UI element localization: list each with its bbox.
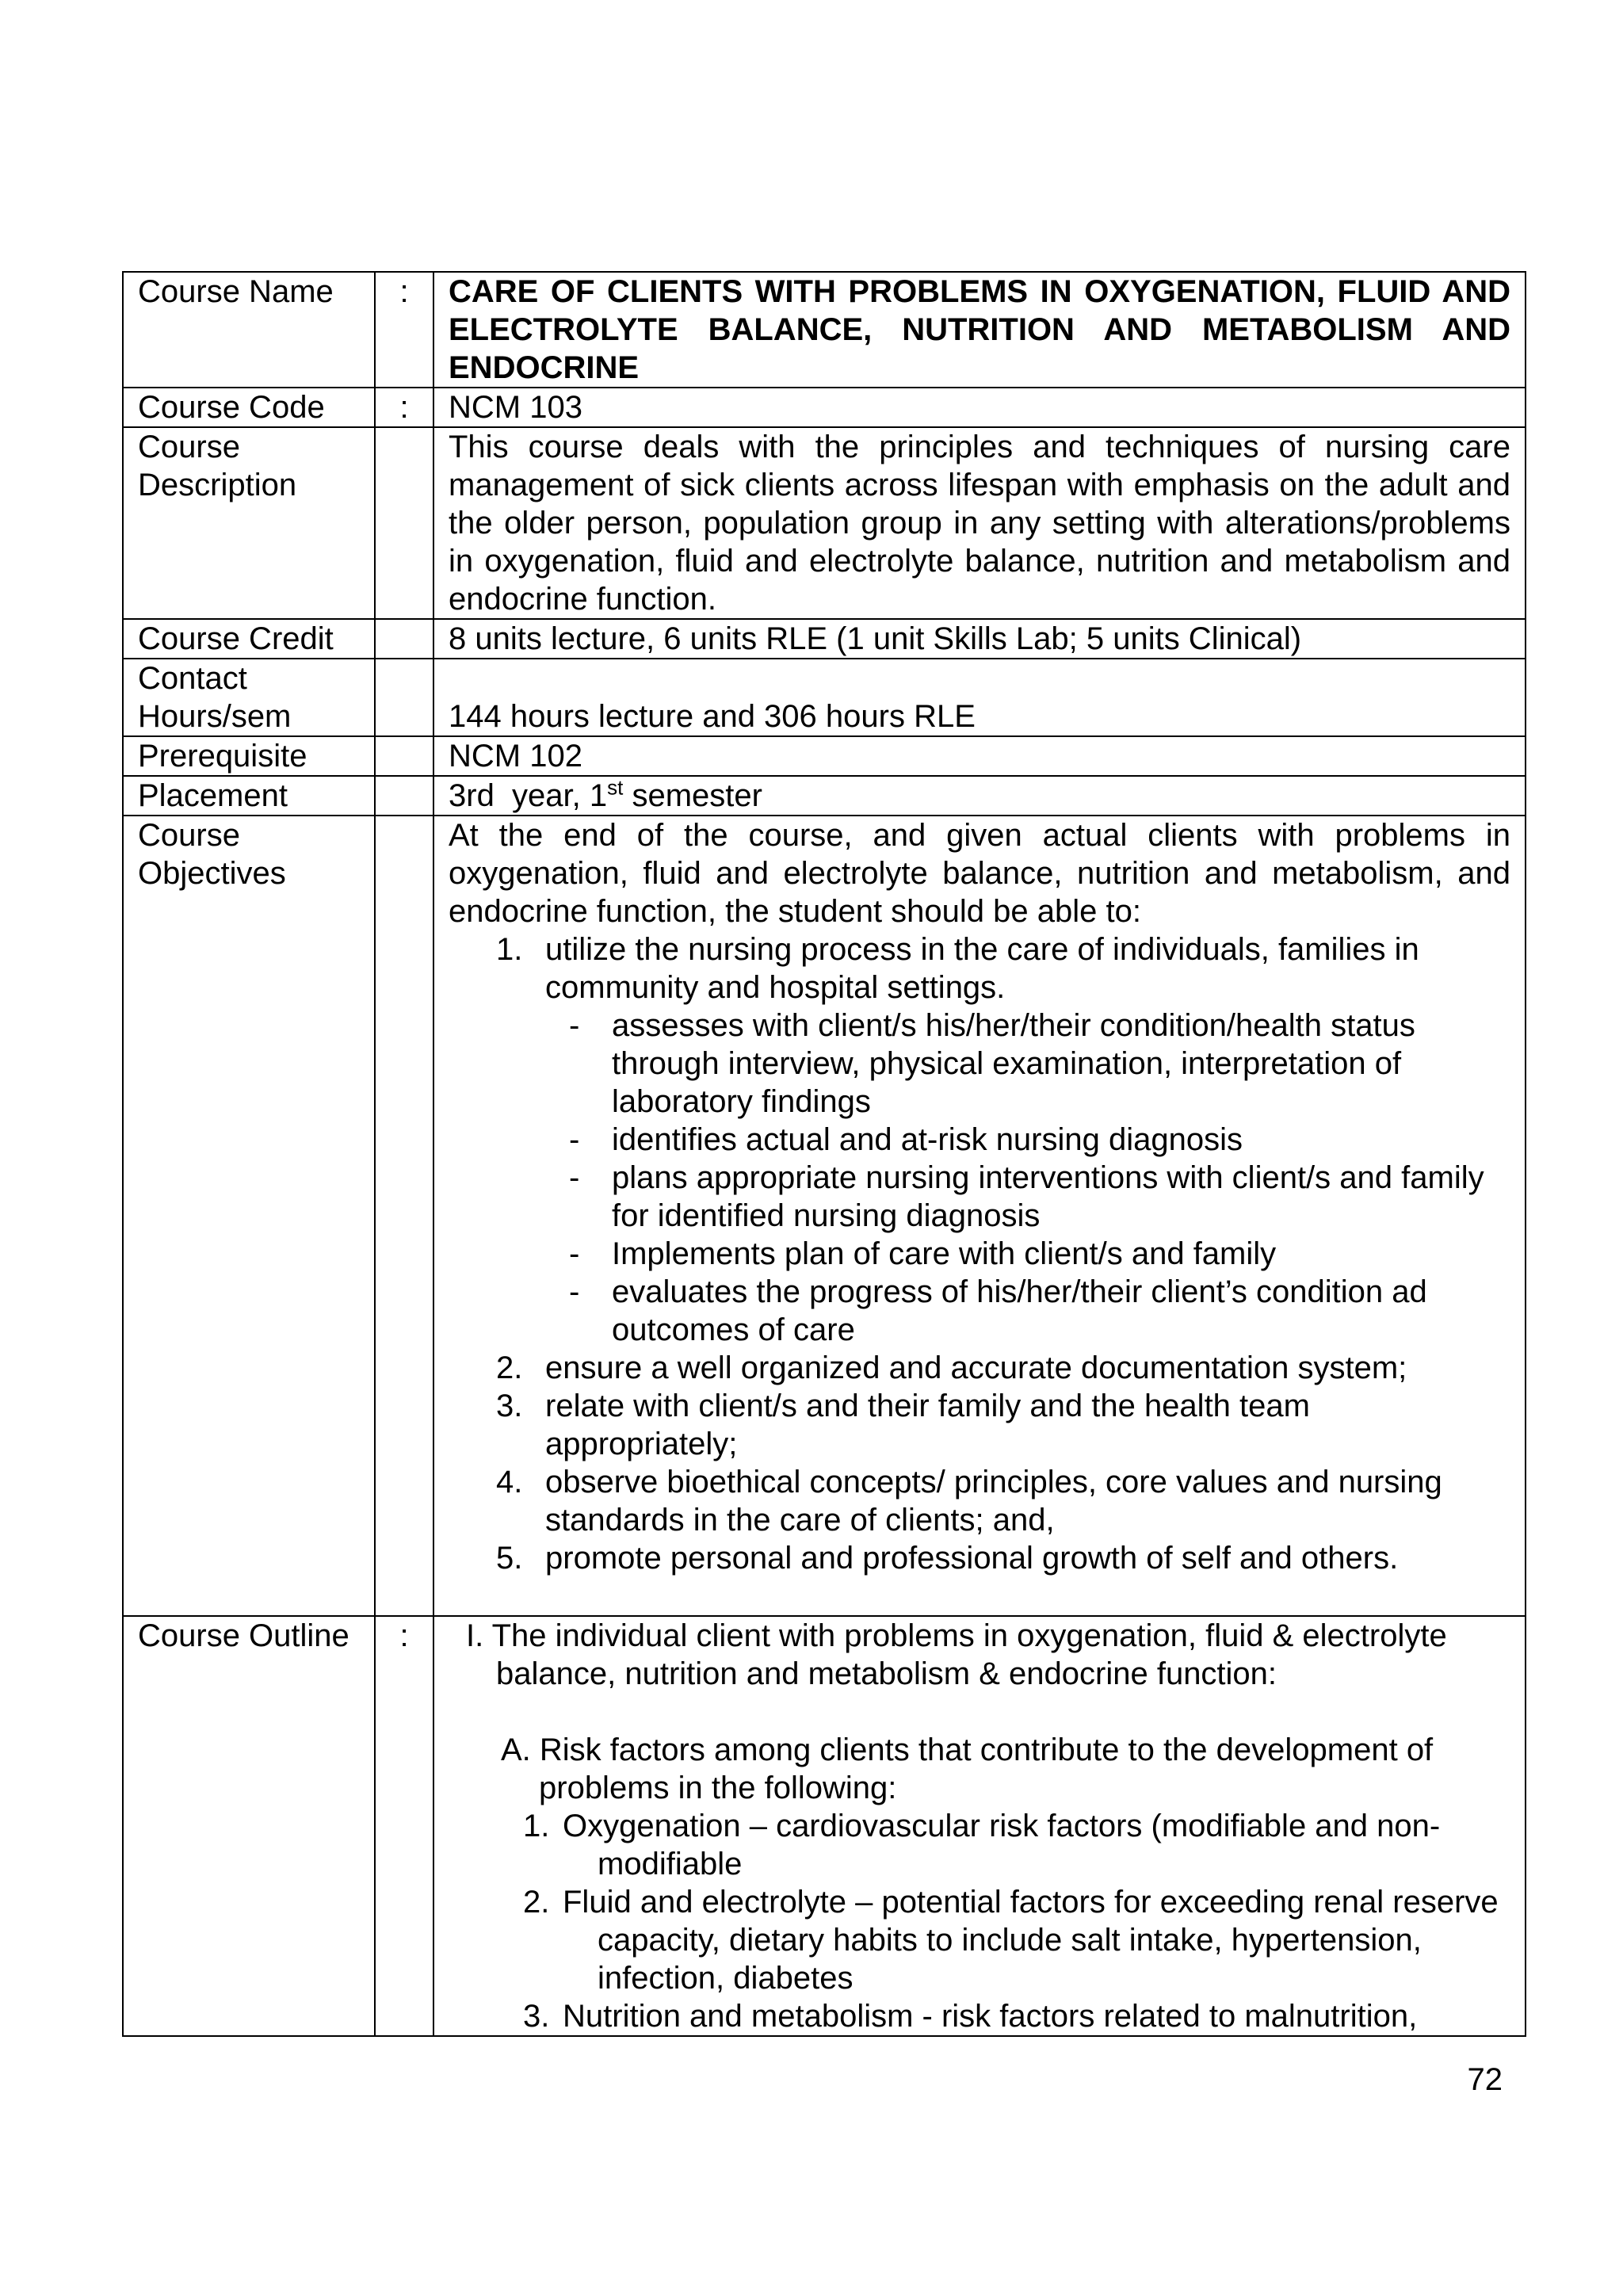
label-prerequisite: Prerequisite bbox=[123, 736, 375, 776]
outline-number: 1. bbox=[523, 1809, 550, 1843]
value-course-description: This course deals with the principles and techniques of nursing care management of sick clients across lifespan with emphasis on the adult and the older person, population group in any setting with alterations/problems in oxygenation, fluid and electrolyte balance, nutrition and metabolism and endocrine function. bbox=[433, 427, 1526, 619]
outline-spacer bbox=[450, 1693, 1510, 1731]
value-course-credit: 8 units lecture, 6 units RLE (1 unit Skills Lab; 5 units Clinical) bbox=[433, 619, 1526, 659]
outline-text: Oxygenation – cardiovascular risk factors (modifiable and non-modifiable bbox=[563, 1809, 1441, 1881]
page-number: 72 bbox=[1467, 2062, 1503, 2097]
objective-number: 4. bbox=[496, 1465, 523, 1499]
separator bbox=[375, 736, 433, 776]
subitem-text: identifies actual and at-risk nursing diagnosis bbox=[612, 1122, 1243, 1157]
separator bbox=[375, 816, 433, 1616]
placement-year: 3rd year, 1 bbox=[449, 778, 608, 813]
outline-subsection: A. Risk factors among clients that contribute to the development of problems in the following: bbox=[501, 1733, 1434, 1805]
outline-item bbox=[523, 1883, 1510, 1997]
subitem-text: plans appropriate nursing interventions with client/s and family for identified nursing diagnosis bbox=[612, 1160, 1484, 1233]
objective-text: observe bioethical concepts/ principles, core values and nursing standards in the care of clients; and, bbox=[545, 1465, 1442, 1538]
objective-text: relate with client/s and their family and the health team appropriately; bbox=[545, 1389, 1310, 1461]
row-placement bbox=[123, 776, 1526, 816]
course-table bbox=[122, 271, 1526, 2037]
outline-text: Fluid and electrolyte – potential factors for exceeding renal reserve capacity, dietary habits to include salt intake, hypertension, infection, diabetes bbox=[563, 1885, 1499, 1996]
row-contact-hours bbox=[123, 659, 1526, 736]
subitem-dash: - bbox=[569, 1008, 580, 1043]
row-course-outline bbox=[123, 1616, 1526, 2036]
subitem-dash: - bbox=[569, 1236, 580, 1271]
separator bbox=[375, 619, 433, 659]
separator bbox=[375, 659, 433, 736]
subitem-dash: - bbox=[569, 1160, 580, 1195]
objective-subitem bbox=[569, 1235, 1510, 1273]
label-course-description: Course Description bbox=[123, 427, 375, 619]
objective-text: utilize the nursing process in the care of individuals, families in community and hospital settings. bbox=[545, 932, 1419, 1005]
objective-number: 1. bbox=[496, 932, 523, 967]
label-course-outline: Course Outline bbox=[123, 1616, 375, 2036]
separator bbox=[375, 427, 433, 619]
objective-number: 5. bbox=[496, 1541, 523, 1576]
label-placement: Placement bbox=[123, 776, 375, 816]
label-contact-hours: Contact Hours/sem bbox=[123, 659, 375, 736]
subitem-dash: - bbox=[569, 1122, 580, 1157]
outline-item bbox=[523, 1997, 1510, 2035]
placement-superscript: st bbox=[607, 775, 624, 800]
subitem-text: assesses with client/s his/her/their condition/health status through interview, physical examination, interpretation of laboratory findings bbox=[612, 1008, 1415, 1119]
label-course-credit: Course Credit bbox=[123, 619, 375, 659]
value-course-code: NCM 103 bbox=[433, 388, 1526, 427]
objective-item bbox=[496, 1463, 1510, 1539]
value-placement bbox=[433, 776, 1526, 816]
value-contact-hours: 144 hours lecture and 306 hours RLE bbox=[433, 659, 1526, 736]
row-prerequisite bbox=[123, 736, 1526, 776]
label-course-code: Course Code bbox=[123, 388, 375, 427]
row-course-code bbox=[123, 388, 1526, 427]
objective-subitem bbox=[569, 1159, 1510, 1235]
placement-semester: semester bbox=[623, 778, 762, 813]
subitem-text: Implements plan of care with client/s and family bbox=[612, 1236, 1277, 1271]
row-course-credit bbox=[123, 619, 1526, 659]
separator: : bbox=[375, 272, 433, 388]
label-course-objectives: Course Objectives bbox=[123, 816, 375, 1616]
outline-item bbox=[523, 1807, 1510, 1883]
label-course-name: Course Name bbox=[123, 272, 375, 388]
objective-text: promote personal and professional growth of self and others. bbox=[545, 1541, 1399, 1576]
separator bbox=[375, 776, 433, 816]
outline-text: Nutrition and metabolism - risk factors related to malnutrition, bbox=[563, 1999, 1418, 2034]
row-course-name bbox=[123, 272, 1526, 388]
objective-text: ensure a well organized and accurate documentation system; bbox=[545, 1350, 1407, 1385]
row-course-description bbox=[123, 427, 1526, 619]
separator: : bbox=[375, 1616, 433, 2036]
separator: : bbox=[375, 388, 433, 427]
objective-item bbox=[496, 930, 1510, 1007]
value-prerequisite: NCM 102 bbox=[433, 736, 1526, 776]
value-course-objectives bbox=[433, 816, 1526, 1616]
subitem-dash: - bbox=[569, 1274, 580, 1309]
value-course-name: CARE OF CLIENTS WITH PROBLEMS IN OXYGENATION, FLUID AND ELECTROLYTE BALANCE, NUTRITION AND METABOLISM AND ENDOCRINE bbox=[433, 272, 1526, 388]
subitem-text: evaluates the progress of his/her/their client’s condition ad outcomes of care bbox=[612, 1274, 1427, 1347]
objective-subitem bbox=[569, 1121, 1510, 1159]
objective-item bbox=[496, 1387, 1510, 1463]
objective-number: 3. bbox=[496, 1389, 523, 1423]
outline-number: 3. bbox=[523, 1999, 550, 2034]
objective-item bbox=[496, 1349, 1510, 1387]
objective-subitem bbox=[569, 1007, 1510, 1121]
objective-item bbox=[496, 1539, 1510, 1577]
outline-number: 2. bbox=[523, 1885, 550, 1920]
objectives-intro: At the end of the course, and given actual clients with problems in oxygenation, fluid and electrolyte balance, nutrition and metabolism, and endocrine function, the student should be able to: bbox=[449, 818, 1510, 929]
outline-heading: I. The individual client with problems in oxygenation, fluid & electrolyte balance, nutrition and metabolism & endocrine function: bbox=[466, 1618, 1447, 1691]
objective-number: 2. bbox=[496, 1350, 523, 1385]
objective-subitem bbox=[569, 1273, 1510, 1349]
row-course-objectives bbox=[123, 816, 1526, 1616]
value-course-outline bbox=[433, 1616, 1526, 2036]
